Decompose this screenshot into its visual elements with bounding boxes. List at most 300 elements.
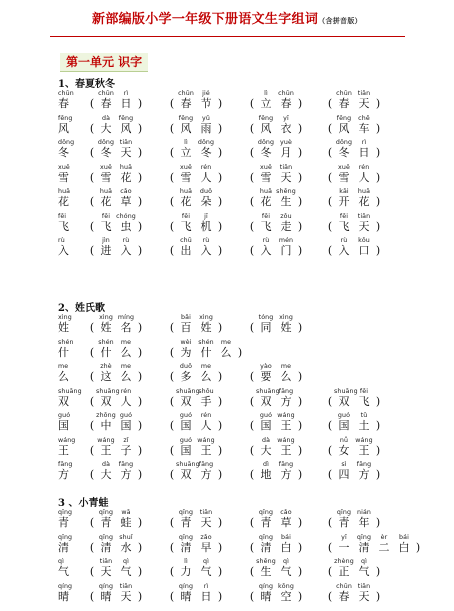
hanzi-char: 女 [338,443,350,457]
right-paren: ) [297,321,303,334]
word-hanzi [248,221,304,233]
hanzi-char: 冬 [338,146,350,159]
pinyin-syllable: xuě [338,163,350,171]
hanzi-char: 白 [280,540,292,554]
character-row [58,412,398,432]
pinyin-syllable: shén [198,338,214,346]
left-paren: ( [89,565,95,578]
pinyin-syllable: zǒu [280,212,292,220]
pinyin-syllable: sì [341,461,347,468]
right-paren: ) [217,468,223,481]
head-pinyin: fēi [58,212,67,220]
left-paren: ( [249,468,255,481]
word-hanzi [88,221,144,233]
hanzi-char: 早 [200,540,212,554]
hanzi-char: 这 [100,370,112,383]
hanzi-char: 走 [280,219,292,233]
hanzi-char: 地 [260,468,272,481]
hanzi-char: 什 [200,345,212,359]
left-paren: ( [249,121,255,135]
pinyin-syllable: shēng [256,558,276,565]
hanzi-char: 气 [358,565,370,578]
right-paren: ) [217,146,223,159]
pinyin-syllable: kǒu [358,237,370,244]
right-paren: ) [297,244,303,257]
word-hanzi [88,396,144,408]
character-row [58,533,421,554]
hanzi-char: 年 [358,516,370,529]
right-paren: ) [137,468,143,481]
right-paren: ) [137,146,143,159]
hanzi-char: 手 [200,394,212,408]
hanzi-char: 立 [180,146,192,159]
head-pinyin: chūn [58,90,74,97]
pinyin-syllable: qì [283,558,289,565]
word-hanzi [248,542,304,554]
pinyin-syllable: dì [263,461,269,468]
word-hanzi [168,517,224,529]
hanzi-char: 冬 [260,146,272,159]
word-hanzi [326,445,382,457]
word-hanzi [168,542,224,554]
head-hanzi: 气 [58,565,69,578]
right-paren: ) [375,589,381,603]
pinyin-syllable: dà [101,114,111,122]
left-paren: ( [249,419,255,432]
hanzi-char: 双 [260,394,272,408]
word-hanzi [88,322,144,334]
right-paren: ) [375,516,381,529]
pinyin-syllable: qì [203,558,209,565]
hanzi-char: 王 [358,443,370,457]
hanzi-char: 雪 [100,170,112,184]
word-hanzi [326,221,382,233]
hanzi-char: 春 [100,97,112,110]
left-paren: ( [249,219,255,233]
left-paren: ( [89,468,95,481]
pinyin-syllable: cǎo [280,509,292,516]
character-row [58,115,398,135]
pinyin-syllable: qíng [98,582,114,590]
left-paren: ( [249,321,255,334]
hanzi-char: 青 [180,516,192,529]
hanzi-char: 要 [260,370,272,383]
hanzi-char: 姓 [280,321,292,334]
pinyin-syllable: rén [200,412,212,419]
hanzi-char: 清 [358,540,370,554]
pinyin-syllable: wáng [97,436,115,444]
head-hanzi: 入 [58,244,69,257]
right-paren: ) [375,394,381,408]
hanzi-char: 生 [260,565,272,578]
pinyin-syllable: guó [179,436,193,444]
head-hanzi: 什 [58,345,69,359]
word-hanzi [248,371,304,383]
right-paren: ) [297,565,303,578]
pinyin-syllable: tiān [199,509,213,516]
right-paren: ) [297,195,303,208]
hanzi-char: 蛙 [120,516,132,529]
hanzi-char: 气 [280,565,292,578]
hanzi-char: 春 [180,97,192,110]
left-paren: ( [327,419,333,432]
right-paren: ) [217,540,223,554]
hanzi-char: 草 [120,195,132,208]
word-hanzi [88,542,144,554]
pinyin-syllable: shuāng [256,387,280,395]
pinyin-syllable: me [200,363,212,370]
right-paren: ) [375,121,381,135]
head-hanzi: 雪 [58,170,69,184]
right-paren: ) [217,321,223,334]
word-hanzi [168,445,224,457]
right-paren: ) [217,121,223,135]
pinyin-syllable: guó [179,412,193,419]
left-paren: ( [89,97,95,110]
hanzi-char: 天 [200,516,212,529]
hanzi-char: 草 [280,516,292,529]
hanzi-char: 方 [280,468,292,481]
word-hanzi [88,371,144,383]
word-hanzi [88,196,144,208]
pinyin-syllable: guó [337,412,351,419]
hanzi-char: 二 [378,540,390,554]
word-hanzi [168,98,224,110]
word-hanzi [168,245,224,257]
left-paren: ( [327,121,333,135]
pinyin-syllable: shuāng [334,387,358,395]
hanzi-char: 姓 [200,321,212,334]
pinyin-syllable: qīng [356,533,372,541]
hanzi-char: 虫 [120,219,132,233]
word-hanzi [88,347,144,359]
pinyin-syllable: wáng [277,412,295,419]
pinyin-syllable: chē [358,114,370,122]
character-row [58,139,398,159]
word-hanzi [88,469,144,481]
head-pinyin: qì [58,558,64,565]
word-hanzi [168,396,224,408]
pinyin-syllable: zǎo [200,533,212,541]
left-paren: ( [169,121,175,135]
head-pinyin: me [58,363,69,370]
left-paren: ( [89,370,95,383]
left-paren: ( [89,321,95,334]
hanzi-char: 天 [120,146,132,159]
pinyin-syllable: chūn [178,90,194,97]
pinyin-syllable: zhèng [334,558,354,565]
right-paren: ) [375,244,381,257]
hanzi-char: 节 [200,97,212,110]
pinyin-syllable: duǒ [199,188,213,195]
word-hanzi [248,123,304,135]
word-hanzi [326,566,382,578]
left-paren: ( [169,540,175,554]
right-paren: ) [217,565,223,578]
hanzi-char: 门 [280,244,292,257]
hanzi-char: 国 [120,419,132,432]
word-hanzi [168,196,224,208]
pinyin-syllable: chóng [116,212,136,220]
pinyin-syllable: huā [179,188,193,195]
hanzi-char: 天 [280,170,292,184]
hanzi-char: 大 [100,121,112,135]
hanzi-char: 飞 [180,219,192,233]
right-paren: ) [137,394,143,408]
right-paren: ) [137,443,143,457]
pinyin-syllable: wáng [197,436,215,444]
hanzi-char: 生 [280,195,292,208]
pinyin-syllable: fāng [118,461,134,468]
hanzi-char: 青 [260,516,272,529]
head-pinyin: wáng [58,436,76,444]
right-paren: ) [297,219,303,233]
hanzi-char: 入 [120,244,132,257]
right-paren: ) [297,443,303,457]
left-paren: ( [249,516,255,529]
hanzi-char: 什 [100,345,112,359]
left-paren: ( [89,170,95,184]
hanzi-char: 进 [100,244,112,257]
pinyin-syllable: rù [202,237,210,244]
word-hanzi [326,420,382,432]
word-hanzi [248,147,304,159]
pinyin-syllable: xuě [260,163,272,171]
hanzi-char: 清 [180,540,192,554]
pinyin-syllable: yào [260,363,272,370]
hanzi-char: 人 [120,394,132,408]
hanzi-char: 春 [338,97,350,110]
hanzi-char: 青 [100,516,112,529]
left-paren: ( [169,468,175,481]
word-hanzi [88,420,144,432]
right-paren: ) [297,121,303,135]
right-paren: ) [137,97,143,110]
left-paren: ( [169,589,175,603]
pinyin-syllable: xìng [99,314,113,321]
head-pinyin: shuāng [58,387,82,395]
word-hanzi [248,396,304,408]
pinyin-syllable: rì [361,139,367,146]
pinyin-syllable: xìng [199,314,213,321]
hanzi-char: 风 [120,121,132,135]
pinyin-syllable: dōng [197,139,215,146]
pinyin-syllable: rù [262,237,270,244]
right-paren: ) [297,370,303,383]
left-paren: ( [249,589,255,603]
word-hanzi [88,591,144,603]
left-paren: ( [327,244,333,257]
left-paren: ( [89,244,95,257]
pinyin-syllable: qì [123,558,129,565]
right-paren: ) [217,244,223,257]
word-hanzi [168,322,224,334]
left-paren: ( [249,244,255,257]
head-pinyin: huā [58,188,71,195]
left-paren: ( [169,97,175,110]
pinyin-syllable: dōng [335,139,353,146]
pinyin-syllable: qīng [258,509,274,516]
pinyin-syllable: kāi [339,188,349,195]
pinyin-syllable: tiān [119,582,133,590]
pinyin-syllable: shǒu [198,387,214,395]
hanzi-char: 为 [180,345,192,359]
lesson-title: 3 、小青蛙 [58,498,109,509]
pinyin-syllable: qì [361,558,367,565]
right-paren: ) [217,516,223,529]
word-hanzi [88,98,144,110]
hanzi-char: 一 [338,540,350,554]
right-paren: ) [137,219,143,233]
hanzi-char: 空 [280,589,292,603]
word-hanzi [248,322,304,334]
head-hanzi: 国 [58,419,69,432]
head-hanzi: 晴 [58,589,69,603]
word-hanzi [248,196,304,208]
head-hanzi: 清 [58,540,69,554]
pinyin-syllable: fēng [118,114,134,122]
left-paren: ( [327,394,333,408]
pinyin-syllable: chūn [336,90,352,97]
pinyin-syllable: tiān [357,90,371,97]
right-paren: ) [297,419,303,432]
pinyin-syllable: wèi [180,338,192,346]
pinyin-syllable: rì [123,90,129,97]
left-paren: ( [89,345,95,359]
hanzi-char: 百 [180,321,192,334]
head-hanzi: 花 [58,195,69,208]
pinyin-syllable: me [120,363,132,370]
pinyin-syllable: huā [119,163,133,171]
hanzi-char: 国 [180,443,192,457]
pinyin-syllable: yī [283,114,289,122]
word-hanzi [248,445,304,457]
pinyin-syllable: fēi [359,387,369,395]
hanzi-char: 水 [120,540,132,554]
hanzi-char: 飞 [100,219,112,233]
hanzi-char: 方 [358,468,370,481]
left-paren: ( [249,146,255,159]
hanzi-char: 晴 [180,589,192,603]
lesson-title: 1、春夏秋冬 [58,79,115,90]
unit-heading: 第一单元 识字 [60,53,148,72]
right-paren: ) [375,195,381,208]
right-paren: ) [217,443,223,457]
left-paren: ( [89,516,95,529]
pinyin-syllable: qíng [178,582,194,590]
word-hanzi [326,147,382,159]
pinyin-syllable: zǐ [123,436,129,444]
pinyin-syllable: qīng [336,509,352,516]
title-subtitle: （含拼音版） [318,16,362,25]
head-hanzi: 双 [58,394,69,408]
pinyin-syllable: lì [264,90,268,97]
left-paren: ( [249,370,255,383]
word-hanzi [168,469,224,481]
pinyin-syllable: me [220,338,232,346]
word-hanzi [326,172,382,184]
pinyin-syllable: rù [122,237,130,244]
word-hanzi [168,221,224,233]
pinyin-syllable: shēng [276,188,296,195]
hanzi-char: 风 [180,121,192,135]
pinyin-syllable: fēng [258,114,274,122]
hanzi-char: 么 [280,370,292,383]
hanzi-char: 么 [120,370,132,383]
hanzi-char: 大 [100,468,112,481]
right-paren: ) [217,419,223,432]
left-paren: ( [169,345,175,359]
right-paren: ) [137,565,143,578]
hanzi-char: 飞 [260,219,272,233]
character-row [58,314,398,334]
pinyin-syllable: míng [117,314,135,321]
pinyin-syllable: yuè [280,139,292,146]
pinyin-syllable: dōng [257,139,275,146]
word-hanzi [168,123,224,135]
character-row [58,558,398,578]
hanzi-char: 雪 [260,170,272,184]
hanzi-char: 入 [200,244,212,257]
left-paren: ( [89,219,95,233]
word-hanzi [248,245,304,257]
right-paren: ) [217,195,223,208]
hanzi-char: 人 [358,170,370,184]
left-paren: ( [89,121,95,135]
pinyin-syllable: shén [98,338,114,346]
pinyin-syllable: nǚ [339,436,349,444]
hanzi-char: 双 [180,468,192,481]
right-paren: ) [297,540,303,554]
hanzi-char: 口 [358,244,370,257]
pinyin-syllable: shuāng [176,387,200,395]
hanzi-char: 日 [200,589,212,603]
head-pinyin: fāng [58,461,73,468]
left-paren: ( [89,589,95,603]
hanzi-char: 花 [260,195,272,208]
hanzi-char: 大 [260,443,272,457]
left-paren: ( [89,146,95,159]
left-paren: ( [89,540,95,554]
header-divider [50,36,405,37]
hanzi-char: 飞 [358,394,370,408]
word-hanzi [326,245,382,257]
word-hanzi [326,591,382,603]
pinyin-syllable: fēi [181,212,191,220]
hanzi-char: 入 [338,244,350,257]
pinyin-syllable: shuǐ [119,533,133,541]
left-paren: ( [249,97,255,110]
word-hanzi [326,196,382,208]
word-hanzi [326,469,382,481]
character-row [58,237,398,257]
word-hanzi [88,123,144,135]
hanzi-char: 多 [180,370,192,383]
pinyin-syllable: jié [202,90,210,97]
word-hanzi [88,245,144,257]
left-paren: ( [327,516,333,529]
pinyin-syllable: wáng [355,436,373,444]
word-hanzi [248,591,304,603]
lesson-title: 2、姓氏歌 [58,303,105,314]
right-paren: ) [137,345,143,359]
pinyin-syllable: dà [101,461,111,468]
word-hanzi [88,172,144,184]
pinyin-syllable: xuě [100,163,112,171]
right-paren: ) [297,394,303,408]
head-hanzi: 姓 [58,321,69,334]
hanzi-char: 日 [358,146,370,159]
